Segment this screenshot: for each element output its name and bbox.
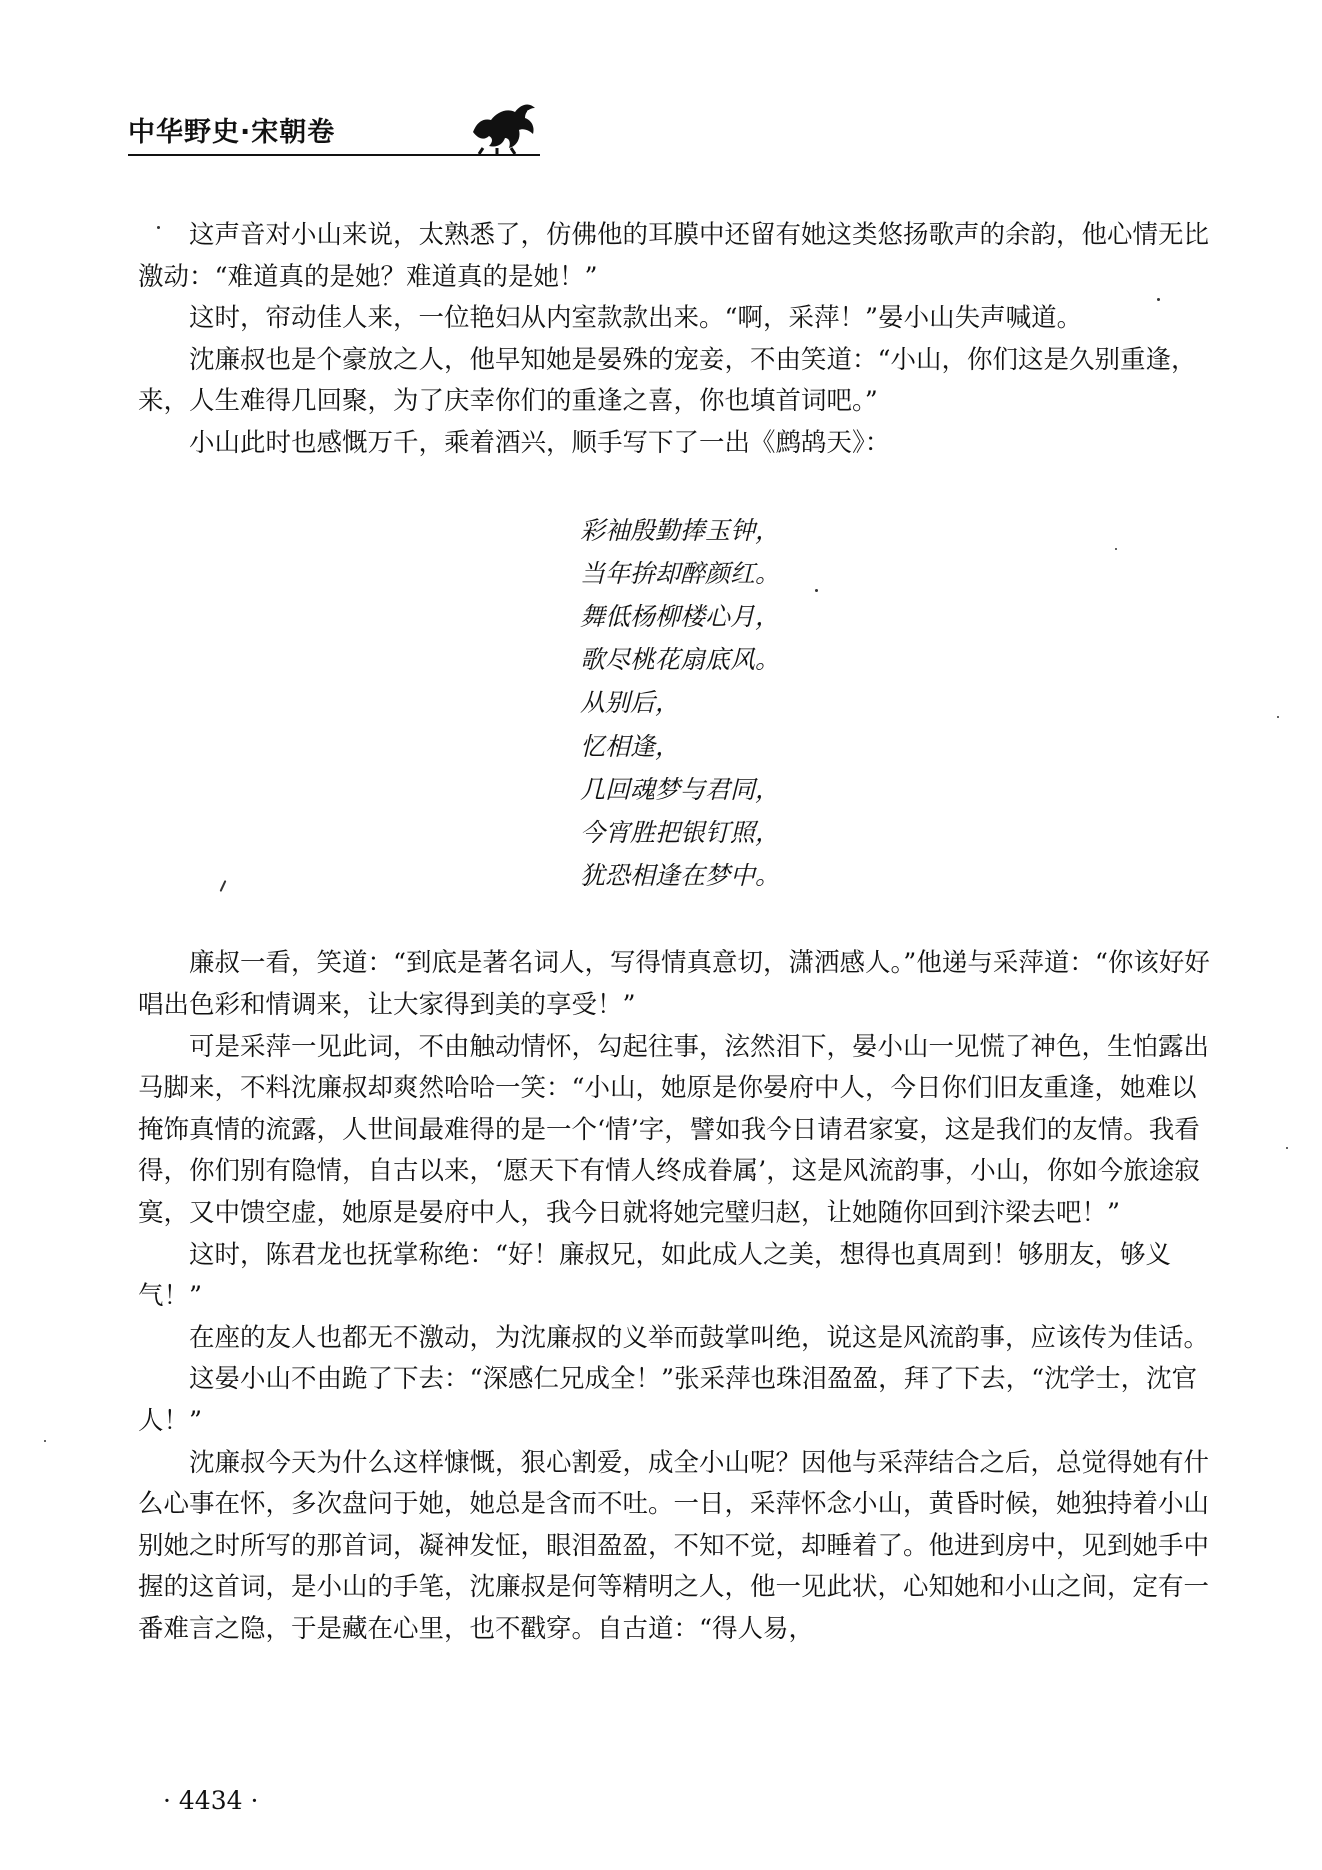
article-body [138, 215, 1218, 1650]
poem-line: 舞低杨柳楼心月， [580, 601, 781, 631]
running-header [128, 100, 540, 158]
scan-speck [1286, 1147, 1288, 1149]
scan-speck [1157, 298, 1160, 301]
paragraph: 这声音对小山来说，太熟悉了，仿佛他的耳膜中还留有她这类悠扬歌声的余韵，他心情无比激动：“难道真的是她？难道真的是她！” [138, 220, 1210, 292]
book-title: 中华野史·宋朝卷 [128, 117, 336, 148]
scan-speck [815, 589, 818, 592]
paragraph: 小山此时也感慨万千，乘着酒兴，顺手写下了一出《鹧鸪天》： [189, 427, 891, 458]
header-rule [128, 154, 540, 156]
poem-line: 犹恐相逢在梦中。 [580, 861, 781, 891]
dragon-emblem-icon [463, 92, 543, 154]
paragraph: 沈廉叔今天为什么这样慷慨，狠心割爱，成全小山呢？因他与采萍结合之后，总觉得她有什么心事在怀，多次盘问于她，她总是含而不吐。一日，采萍怀念小山，黄昏时候，她独持着小山别她之时所写的那首词，凝神发怔，眼泪盈盈，不知不觉，却睡着了。他进到房中，见到她手中握的这首词，是小山的手笔，沈廉叔是何等精明之人，他一见此状，心知她和小山之间，定有一番难言之隐，于是藏在心里，也不戳穿。自古道：“得人易， [138, 1447, 1210, 1644]
scan-speck [157, 226, 160, 229]
paragraph: 可是采萍一见此词，不由触动情怀，勾起往事，泫然泪下，晏小山一见慌了神色，生怕露出马脚来，不料沈廉叔却爽然哈哈一笑：“小山，她原是你晏府中人，今日你们旧友重逢，她难以掩饰真情的流露，人世间最难得的是一个‘情’字，譬如我今日请君家宴，这是我们的友情。我看得，你们别有隐情，自古以来，‘愿天下有情人终成眷属’，这是风流韵事，小山，你如今旅途寂寞，又中馈空虚，她原是晏府中人，我今日就将她完璧归赵，让她随你回到汴梁去吧！” [138, 1031, 1210, 1228]
page-number: · 4434 · [163, 1786, 259, 1815]
paragraph: 沈廉叔也是个豪放之人，他早知她是晏殊的宠妾，不由笑道：“小山，你们这是久别重逢，来，人生难得几回聚，为了庆幸你们的重逢之喜，你也填首词吧。” [138, 344, 1197, 417]
paragraph: 廉叔一看，笑道：“到底是著名词人，写得情真意切，潇洒感人。”他递与采萍道：“你该好好唱出色彩和情调来，让大家得到美的享受！” [138, 948, 1210, 1020]
scan-speck [1115, 548, 1117, 550]
poem-line: 歌尽桃花扇底风。 [580, 645, 781, 675]
poem-line: 当年拚却醉颜红。 [580, 558, 781, 588]
paragraph: 这晏小山不由跪了下去：“深感仁兄成全！”张采萍也珠泪盈盈，拜了下去，“沈学士，沈官人！” [138, 1364, 1198, 1436]
scan-speck [1277, 716, 1279, 718]
poem-line: 忆相逢， [580, 731, 681, 761]
scan-speck [44, 1440, 46, 1442]
poem-line: 几回魂梦与君同， [580, 774, 781, 804]
poem-line: 彩袖殷勤捧玉钟， [580, 515, 781, 545]
paragraph: 这时，陈君龙也抚掌称绝：“好！廉叔兄，如此成人之美，想得也真周到！够朋友，够义气！” [138, 1239, 1172, 1312]
poem-line: 从别后， [580, 688, 681, 718]
paragraph: 在座的友人也都无不激动，为沈廉叔的义举而鼓掌叫绝，说这是风流韵事，应该传为佳话。 [189, 1322, 1210, 1353]
poem-block [580, 509, 1218, 898]
poem-line: 今宵胜把银钉照， [580, 817, 781, 847]
paragraph: 这时，帘动佳人来，一位艳妇从内室款款出来。“啊，采萍！”晏小山失声喊道。 [189, 303, 1083, 334]
